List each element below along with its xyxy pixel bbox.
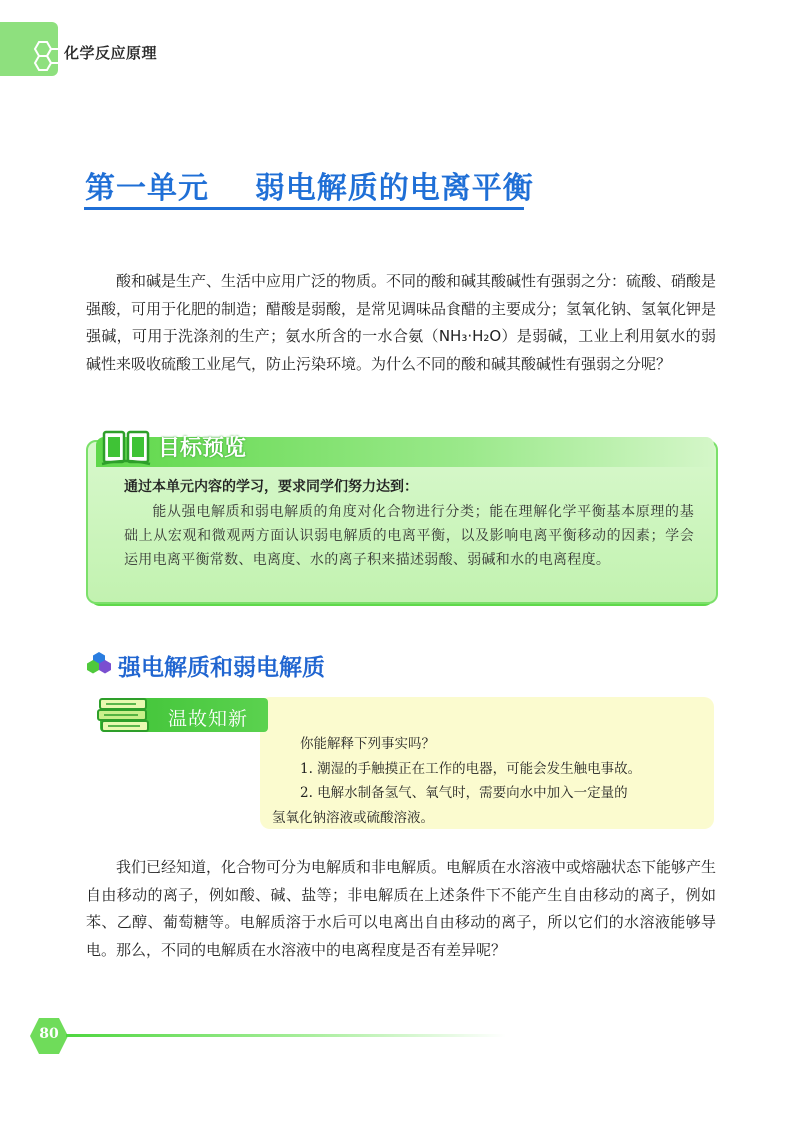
open-book-icon [100, 428, 152, 468]
section-title: 强电解质和弱电解质 [118, 655, 325, 681]
review-text [272, 732, 696, 830]
review-title: 温故知新 [168, 708, 249, 730]
unit-title: 第一单元 弱电解质的电离平衡 [85, 171, 534, 206]
section-bullet-icon [86, 650, 112, 674]
body-paragraph [86, 854, 716, 964]
goal-text [124, 500, 694, 572]
intro-paragraph [86, 268, 716, 378]
stacked-books-icon [96, 693, 152, 737]
intro-text: 酸和碱是生产、生活中应用广泛的物质。不同的酸和碱其酸碱性有强弱之分：硫酸、硝酸是强酸，可用于化肥的制造；醋酸是弱酸，是常见调味品食醋的主要成分；氢氧化钠、氢氧化钾是强碱，可用于洗涤剂的生产；氨水所含的一水合氨（NH₃·H₂O）是弱碱，工业上利用氨水的弱碱性来吸收硫酸工业尾气，防止污染环境。为什么不同的酸和碱其酸碱性有强弱之分呢？ [86, 272, 717, 373]
review-line: 1. 潮湿的手触摸正在工作的电器，可能会发生触电事故。 [300, 760, 642, 777]
review-line: 你能解释下列事实吗？ [300, 736, 435, 752]
footer-line [66, 1034, 506, 1037]
review-line: 氢氧化钠溶液或硫酸溶液。 [272, 809, 434, 826]
unit-title-underline [84, 207, 524, 210]
review-line: 2. 电解水制备氢气、氧气时，需要向水中加入一定量的 [300, 785, 628, 801]
goal-text-content: 能从强电解质和弱电解质的角度对化合物进行分类；能在理解化学平衡基本原理的基础上从宏观和微观两方面认识弱电解质的电离平衡，以及影响电离平衡移动的因素；学会运用电离平衡常数、电离度、水的离子积来描述弱酸、弱碱和水的电离程度。 [124, 504, 694, 568]
goal-lead: 通过本单元内容的学习，要求同学们努力达到： [124, 479, 418, 495]
body-text: 我们已经知道，化合物可分为电解质和非电解质。电解质在水溶液中或熔融状态下能够产生自由移动的离子，例如酸、碱、盐等；非电解质在上述条件下不能产生自由移动的离子，例如苯、乙醇、葡萄糖等。电解质溶于水后可以电离出自由移动的离子，所以它们的水溶液能够导电。那么，不同的电解质在水溶液中的电离程度是否有差异呢？ [86, 858, 717, 959]
goal-title: 目标预览 [158, 436, 247, 461]
page-number: 80 [39, 1026, 59, 1042]
hexagon-logo-icon [30, 38, 66, 74]
book-title: 化学反应原理 [64, 44, 158, 62]
